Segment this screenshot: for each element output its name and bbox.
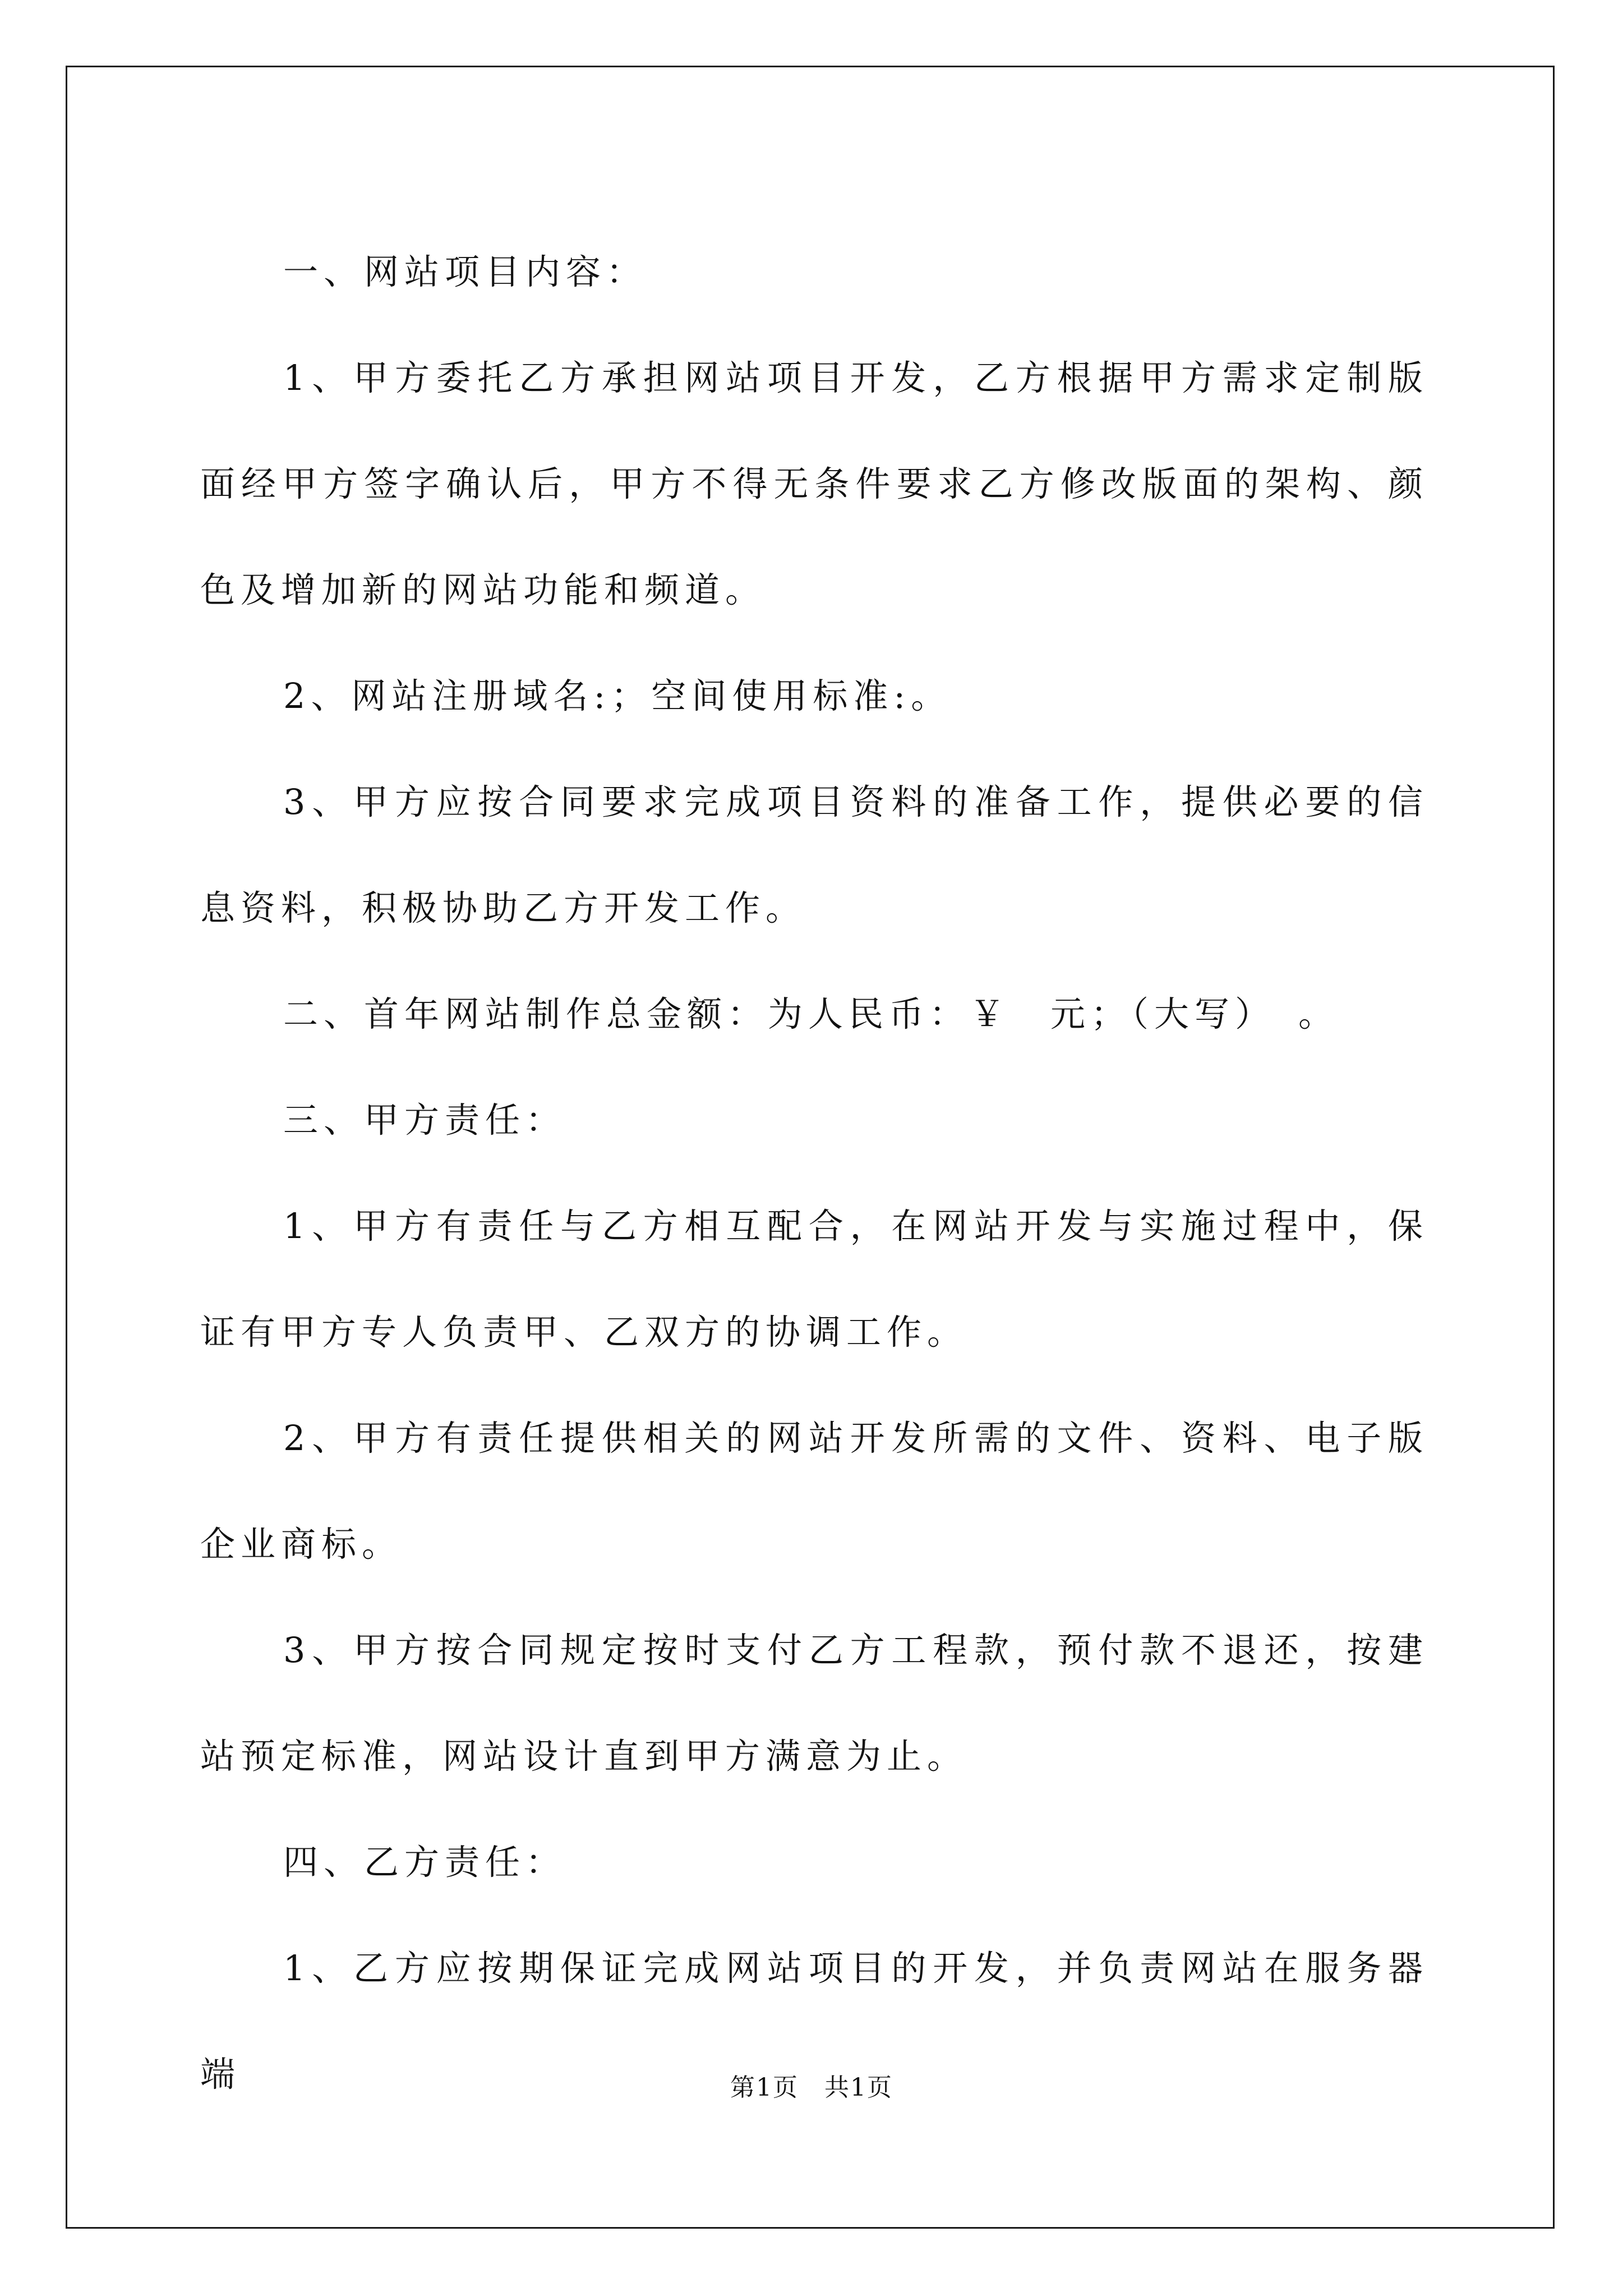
paragraph: 1、乙方应按期保证完成网站项目的开发，并负责网站在服务器端: [200, 1948, 1428, 2095]
paragraph: 2、网站注册域名:；空间使用标准:。: [283, 675, 952, 716]
paragraph: 2、甲方有责任提供相关的网站开发所需的文件、资料、电子版企业商标。: [200, 1418, 1428, 1565]
page-number-footer: 第1页 共1页: [730, 2073, 893, 2102]
section-heading-2: 二、首年网站制作总金额：为人民币：￥ 元；（大写） 。: [283, 993, 1339, 1034]
paragraph: 3、甲方应按合同要求完成项目资料的准备工作，提供必要的信息资料，积极协助乙方开发工作。: [200, 781, 1428, 928]
section-heading-1: 一、网站项目内容：: [283, 251, 647, 292]
section-heading-3: 三、甲方责任：: [283, 1099, 566, 1140]
section-heading-4: 四、乙方责任：: [283, 1842, 566, 1883]
paragraph: 1、甲方有责任与乙方相互配合，在网站开发与实施过程中，保证有甲方专人负责甲、乙双方的协调工作。: [200, 1205, 1428, 1352]
paragraph: 1、甲方委托乙方承担网站项目开发，乙方根据甲方需求定制版面经甲方签字确认后，甲方不得无条件要求乙方修改版面的架构、颜色及增加新的网站功能和频道。: [200, 357, 1428, 610]
document-body: [200, 219, 1428, 2127]
paragraph: 3、甲方按合同规定按时支付乙方工程款，预付款不退还，按建站预定标准，网站设计直到甲方满意为止。: [200, 1630, 1428, 1777]
